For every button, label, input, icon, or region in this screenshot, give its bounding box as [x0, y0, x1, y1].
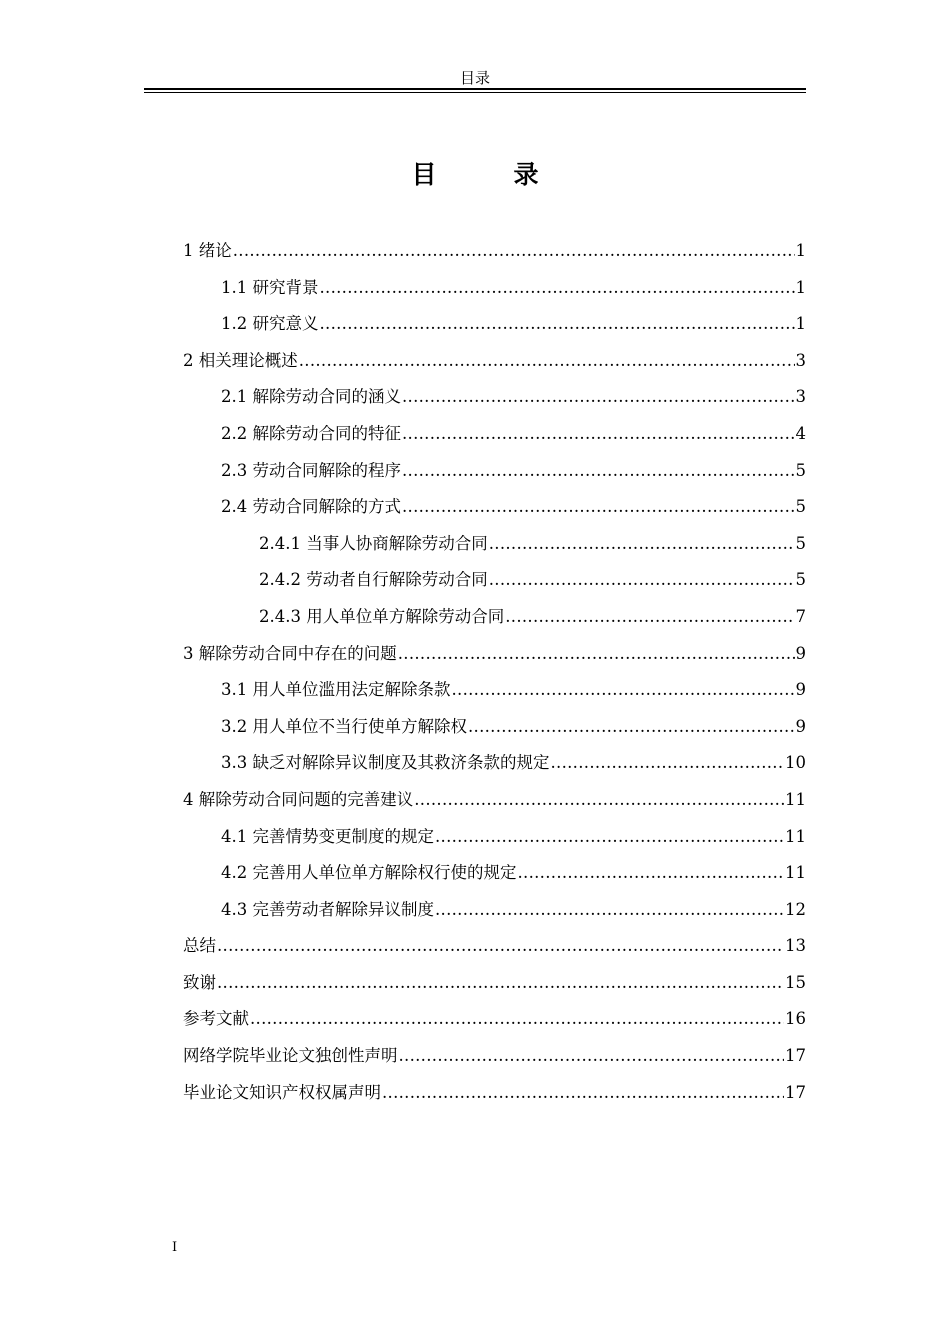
toc-entry-page: 5: [795, 497, 806, 517]
toc-entry[interactable]: [183, 492, 806, 529]
toc-entry[interactable]: [183, 529, 806, 566]
toc-entry[interactable]: [183, 309, 806, 346]
toc-leader-dots: [435, 822, 784, 852]
toc-entry[interactable]: [183, 931, 806, 968]
toc-leader-dots: [551, 748, 785, 778]
toc-leader-dots: [233, 236, 795, 266]
toc-entry-page: 5: [795, 570, 806, 590]
toc-entry-page: 16: [785, 1009, 806, 1029]
toc-leader-dots: [414, 785, 784, 815]
toc-leader-dots: [489, 529, 795, 559]
header-rule-thin: [144, 92, 806, 93]
toc-leader-dots: [402, 492, 795, 522]
toc-entry-page: 7: [795, 606, 806, 626]
toc-entry-page: 1: [795, 277, 806, 297]
toc-entry-label: 3.3 缺乏对解除异议制度及其救济条款的规定: [221, 753, 550, 773]
toc-leader-dots: [402, 382, 795, 412]
toc-entry-page: 11: [785, 863, 806, 883]
table-of-contents: [183, 236, 806, 1114]
toc-entry-page: 4: [795, 423, 806, 443]
toc-leader-dots: [402, 419, 795, 449]
toc-entry-label: 2.4.2 劳动者自行解除劳动合同: [259, 570, 488, 590]
toc-entry-page: 11: [785, 789, 806, 809]
toc-entry-label: 4.3 完善劳动者解除异议制度: [221, 899, 434, 919]
toc-leader-dots: [489, 565, 795, 595]
toc-entry-label: 2 相关理论概述: [183, 350, 298, 370]
toc-entry-page: 3: [795, 387, 806, 407]
toc-entry-page: 1: [795, 241, 806, 260]
toc-leader-dots: [382, 1078, 784, 1108]
toc-entry[interactable]: [183, 382, 806, 419]
toc-entry-page: 9: [795, 716, 806, 736]
toc-entry-label: 3 解除劳动合同中存在的问题: [183, 643, 397, 663]
toc-entry-label: 2.2 解除劳动合同的特征: [221, 423, 401, 443]
toc-entry-page: 3: [795, 350, 806, 370]
toc-leader-dots: [217, 968, 784, 998]
toc-entry-page: 11: [785, 826, 806, 846]
toc-entry-page: 13: [785, 936, 806, 956]
toc-entry-page: 17: [785, 1082, 806, 1102]
toc-entry-page: 1: [795, 314, 806, 334]
header-rule-thick: [144, 88, 806, 90]
toc-entry-label: 参考文献: [183, 1009, 249, 1029]
toc-entry-page: 5: [795, 460, 806, 480]
toc-entry[interactable]: [183, 639, 806, 676]
toc-entry[interactable]: [183, 236, 806, 273]
toc-entry-label: 2.3 劳动合同解除的程序: [221, 460, 401, 480]
toc-entry-label: 致谢: [183, 972, 216, 992]
toc-leader-dots: [250, 1004, 784, 1034]
toc-leader-dots: [398, 639, 795, 669]
toc-entry-page: 12: [785, 899, 806, 919]
toc-entry[interactable]: [183, 565, 806, 602]
toc-entry-label: 网络学院毕业论文独创性声明: [183, 1046, 398, 1066]
toc-entry[interactable]: [183, 895, 806, 932]
toc-leader-dots: [435, 895, 784, 925]
toc-entry[interactable]: [183, 785, 806, 822]
toc-entry[interactable]: [183, 858, 806, 895]
toc-entry-label: 3.2 用人单位不当行使单方解除权: [221, 716, 467, 736]
toc-entry-label: 2.4 劳动合同解除的方式: [221, 497, 401, 517]
toc-entry-label: 毕业论文知识产权权属声明: [183, 1082, 381, 1102]
toc-entry-label: 总结: [183, 936, 216, 956]
toc-entry-label: 1 绪论: [183, 241, 232, 260]
toc-leader-dots: [217, 931, 784, 961]
toc-entry-label: 1.1 研究背景: [221, 277, 319, 297]
toc-leader-dots: [468, 712, 795, 742]
toc-entry-label: 1.2 研究意义: [221, 314, 319, 334]
toc-title: 目 录: [411, 160, 565, 189]
toc-entry[interactable]: [183, 712, 806, 749]
toc-entry-page: 10: [785, 753, 806, 773]
toc-leader-dots: [452, 675, 795, 705]
toc-leader-dots: [518, 858, 785, 888]
toc-entry-label: 3.1 用人单位滥用法定解除条款: [221, 680, 451, 700]
toc-entry-label: 2.1 解除劳动合同的涵义: [221, 387, 401, 407]
toc-leader-dots: [399, 1041, 785, 1071]
page-number: I: [172, 1240, 178, 1255]
toc-entry[interactable]: [183, 822, 806, 859]
toc-entry[interactable]: [183, 675, 806, 712]
running-header: 目录: [459, 69, 490, 87]
toc-entry-label: 4.1 完善情势变更制度的规定: [221, 826, 434, 846]
toc-entry-page: 15: [785, 972, 806, 992]
toc-leader-dots: [299, 346, 795, 376]
toc-entry[interactable]: [183, 968, 806, 1005]
toc-entry[interactable]: [183, 602, 806, 639]
toc-entry-label: 2.4.1 当事人协商解除劳动合同: [259, 533, 488, 553]
toc-entry-label: 4.2 完善用人单位单方解除权行使的规定: [221, 863, 517, 883]
toc-leader-dots: [402, 456, 795, 486]
toc-entry-page: 9: [795, 643, 806, 663]
toc-entry[interactable]: [183, 456, 806, 493]
toc-entry-page: 9: [795, 680, 806, 700]
toc-entry[interactable]: [183, 346, 806, 383]
toc-entry-label: 4 解除劳动合同问题的完善建议: [183, 789, 414, 809]
toc-entry[interactable]: [183, 1078, 806, 1115]
toc-entry[interactable]: [183, 748, 806, 785]
toc-entry-page: 5: [795, 533, 806, 553]
toc-entry[interactable]: [183, 1041, 806, 1078]
toc-entry[interactable]: [183, 1004, 806, 1041]
toc-entry-label: 2.4.3 用人单位单方解除劳动合同: [259, 606, 505, 626]
toc-entry[interactable]: [183, 419, 806, 456]
toc-leader-dots: [320, 309, 795, 339]
toc-leader-dots: [320, 273, 795, 303]
toc-entry-page: 17: [785, 1046, 806, 1066]
toc-leader-dots: [505, 602, 794, 632]
toc-entry[interactable]: [183, 273, 806, 310]
